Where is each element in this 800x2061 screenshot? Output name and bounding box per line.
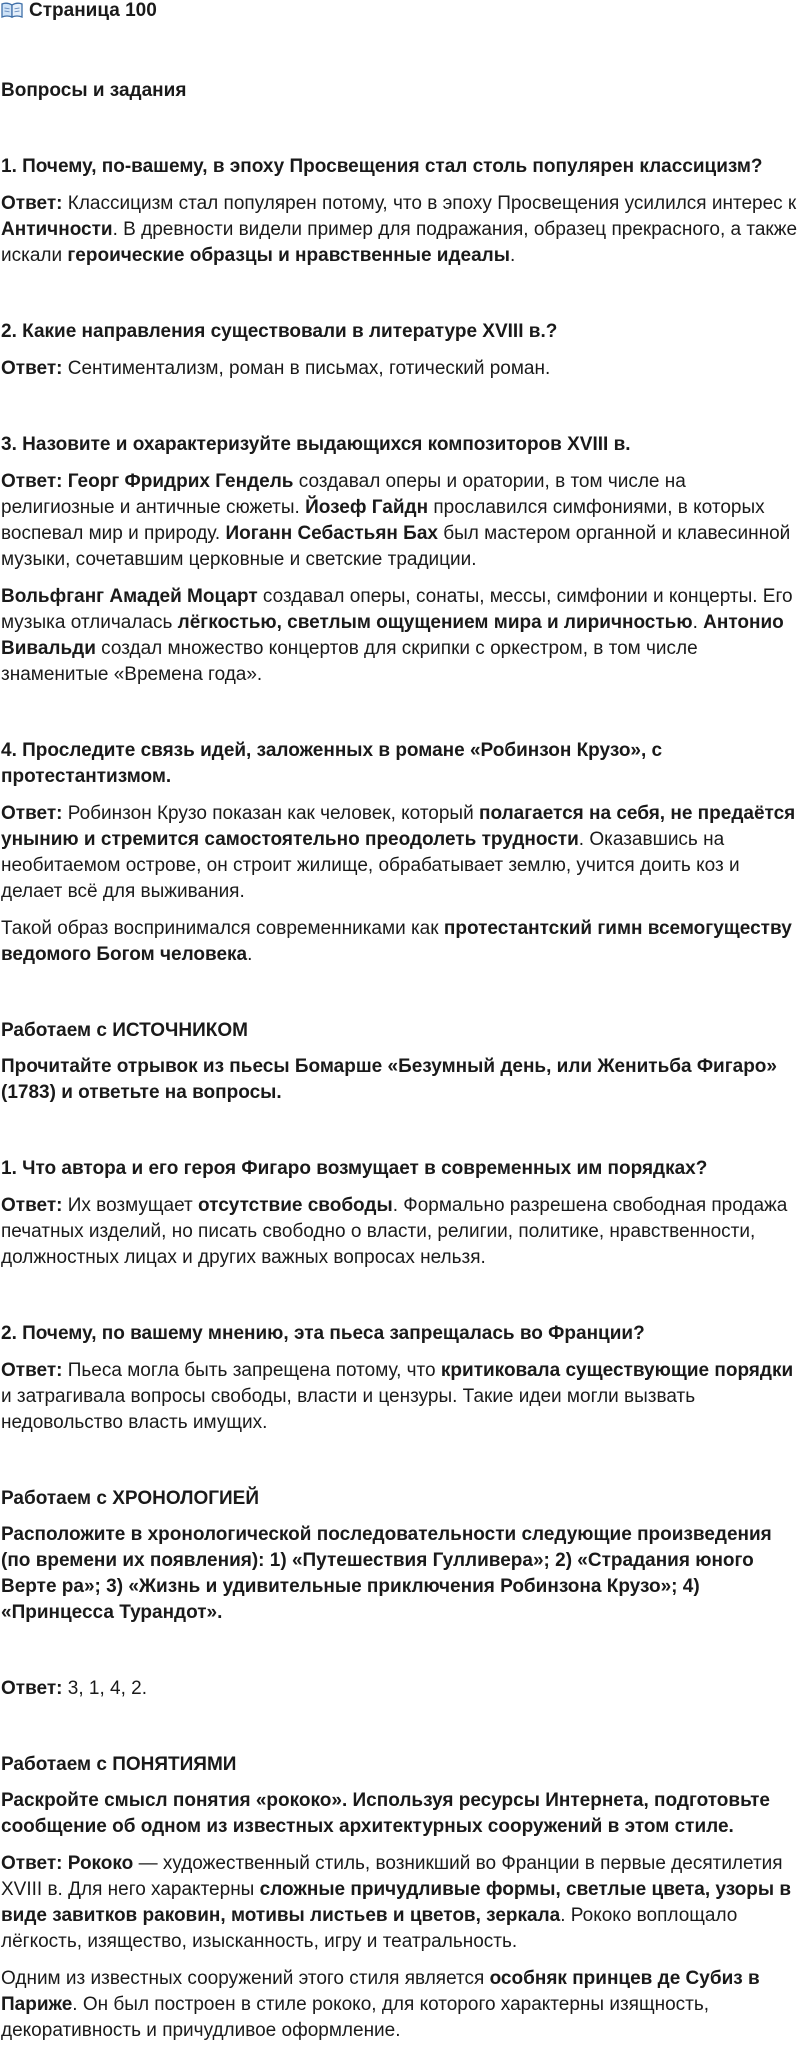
text-run: создал множество концертов для скрипки с оркестром, в том числе знаменитые «Времена года». (1, 638, 698, 685)
text-run: Робинзон Крузо показан как человек, который (62, 803, 479, 824)
answer-paragraph (1, 916, 800, 968)
bold-run: Античности (1, 219, 113, 240)
text-run: Классицизм стал популярен потому, что в эпоху Просвещения усилился интерес к (62, 193, 797, 214)
answer-label: Ответ: (1, 1678, 63, 1699)
question-text: 1. Что автора и его героя Фигаро возмущает в современных им порядках? (1, 1158, 708, 1179)
answer-paragraph (1, 1358, 800, 1436)
page-title (1, 0, 800, 22)
question-block-4 (1, 738, 800, 968)
bold-run: Вольфганг Амадей Моцарт (1, 586, 258, 607)
answer-text (1, 471, 790, 570)
answer-text (1, 1853, 791, 1952)
answer-text (1, 586, 793, 685)
answer-text (1, 803, 795, 902)
text-run: — художественный стиль, возникший во Франции в первые десятилетия XVIII в. Для него характерны (1, 1853, 783, 1900)
answer-paragraph (1, 584, 800, 688)
answer-text (62, 358, 550, 379)
text-run: создавал оперы, сонаты, мессы, симфонии и концерты. Его музыка отличалась (1, 586, 793, 633)
bold-run: Йозеф Гайдн (305, 497, 429, 518)
answer-text (1, 1968, 760, 2041)
bold-run: Антонио Вивальди (1, 612, 784, 659)
answer-paragraph (1, 356, 800, 382)
text-run: Пьеса могла быть запрещена потому, что (62, 1360, 441, 1381)
question-block-2 (1, 319, 800, 382)
answer-label: Ответ: (1, 1853, 63, 1874)
concepts-task: Раскройте смысл понятия «рококо». Используя ресурсы Интернета, подготовьте сообщение об одном из известных архитектурных сооружений в этом стиле. (1, 1790, 770, 1837)
source-question-block-1 (1, 1156, 800, 1271)
bold-run: Рококо (62, 1853, 134, 1874)
question-text: 4. Проследите связь идей, заложенных в романе «Робинзон Крузо», с протестантизмом. (1, 740, 663, 787)
bold-run: отсутствие свободы (198, 1195, 393, 1216)
answer-label: Ответ: (1, 193, 63, 214)
answer-label: Ответ: (1, 471, 63, 492)
chronology-heading: Работаем с ХРОНОЛОГИЕЙ (1, 1488, 259, 1509)
bold-run: протестантский гимн всемогуществу ведомого Богом человека (1, 918, 792, 965)
text-run: . Оказавшись на необитаемом острове, он строит жилище, обрабатывает землю, учится доить коз и делает всё для выживания. (1, 829, 740, 902)
bold-run: героические образцы и нравственные идеалы (67, 245, 510, 266)
chronology-answer (1, 1676, 800, 1702)
text-run: и затрагивала вопросы свободы, власти и цензуры. Такие идеи могли вызвать недовольство власть имущих. (1, 1386, 696, 1433)
source-heading: Работаем с ИСТОЧНИКОМ (1, 1020, 248, 1041)
answer-text: 3, 1, 4, 2. (62, 1678, 147, 1699)
questions-heading: Вопросы и задания (1, 80, 187, 101)
question-text: 2. Какие направления существовали в литературе XVIII в.? (1, 321, 558, 342)
answer-label: Ответ: (1, 803, 63, 824)
answer-paragraph (1, 801, 800, 905)
answer-paragraph (1, 1966, 800, 2044)
answer-paragraph (1, 469, 800, 573)
text-run: Одним из известных сооружений этого стиля является (1, 1968, 490, 1989)
answer-paragraph (1, 1851, 800, 1955)
text-run: . В древности видели пример для подражания, образец прекрасного, а также искали (1, 219, 798, 266)
bold-run: критиковала существующие порядки (440, 1360, 794, 1381)
answer-label: Ответ: (1, 1360, 63, 1381)
bold-run: сложные причудливые формы, светлые цвета, узоры в виде завитков раковин, мотивы листьев и цветов, зеркала (1, 1879, 792, 1926)
answer-text (1, 193, 797, 266)
answer-paragraph (1, 1193, 800, 1271)
answer-paragraph (1, 191, 800, 269)
text-run: был мастером органной и клавесинной музыки, сочетавшим церковные и светские традиции. (1, 523, 791, 570)
answer-label: Ответ: (1, 1195, 63, 1216)
question-block-1 (1, 154, 800, 269)
chronology-task: Расположите в хронологической последовательности следующие произведения (по времени их появления): 1) «Путешествия Гулливера»; 2) «Страдания юного Верте ра»; 3) «Жизнь и удивительные приключения Робинзона Крузо»; 4) «Принцесса Турандот». (1, 1524, 772, 1623)
text-run: . (509, 245, 516, 266)
page-title-text: Страница 100 (29, 0, 157, 21)
text-run: . Он был построен в стиле рококо, для которого характерны изящность, декоративность и причудливое оформление. (1, 1994, 710, 2041)
text-run: Такой образ воспринимался современниками как (1, 918, 444, 939)
source-task: Прочитайте отрывок из пьесы Бомарше «Безумный день, или Женитьба Фигаро» (1783) и ответьте на вопросы. (1, 1056, 777, 1103)
source-question-block-2 (1, 1321, 800, 1436)
bold-run: Иоганн Себастьян Бах (225, 523, 438, 544)
text-run: создавал оперы и оратории, в том числе на религиозные и античные сюжеты. (1, 471, 686, 518)
question-block-3 (1, 432, 800, 688)
open-book-icon (1, 2, 23, 20)
answer-text (1, 1195, 787, 1268)
question-text: 1. Почему, по-вашему, в эпоху Просвещения стал столь популярен классицизм? (1, 156, 763, 177)
bold-run: Георг Фридрих Гендель (62, 471, 294, 492)
bold-run: особняк принцев де Субиз в Париже (1, 1968, 760, 2015)
text-run: Сентиментализм, роман в письмах, готический роман. (62, 358, 551, 379)
question-text: 3. Назовите и охарактеризуйте выдающихся композиторов XVIII в. (1, 434, 631, 455)
answer-text (1, 918, 792, 965)
text-run: прославился симфониями, в которых воспевал мир и природу. (1, 497, 765, 544)
bold-run: полагается на себя, не предаётся унынию и стремится самостоятельно преодолеть трудности (1, 803, 796, 850)
answer-text (1, 1360, 793, 1433)
concepts-heading: Работаем с ПОНЯТИЯМИ (1, 1754, 237, 1775)
answer-label: Ответ: (1, 358, 63, 379)
text-run: . (692, 612, 704, 633)
text-run: . Рококо воплощало лёгкость, изящество, изысканность, игру и театральность. (1, 1905, 738, 1952)
text-run: . (247, 944, 253, 965)
text-run: Их возмущает (62, 1195, 199, 1216)
bold-run: лёгкостью, светлым ощущением мира и лиричностью (177, 612, 693, 633)
question-text: 2. Почему, по вашему мнению, эта пьеса запрещалась во Франции? (1, 1323, 645, 1344)
text-run: . Формально разрешена свободная продажа печатных изделий, но писать свободно о власти, религии, политике, нравственности, должностных лицах и других важных вопросах нельзя. (1, 1195, 788, 1268)
